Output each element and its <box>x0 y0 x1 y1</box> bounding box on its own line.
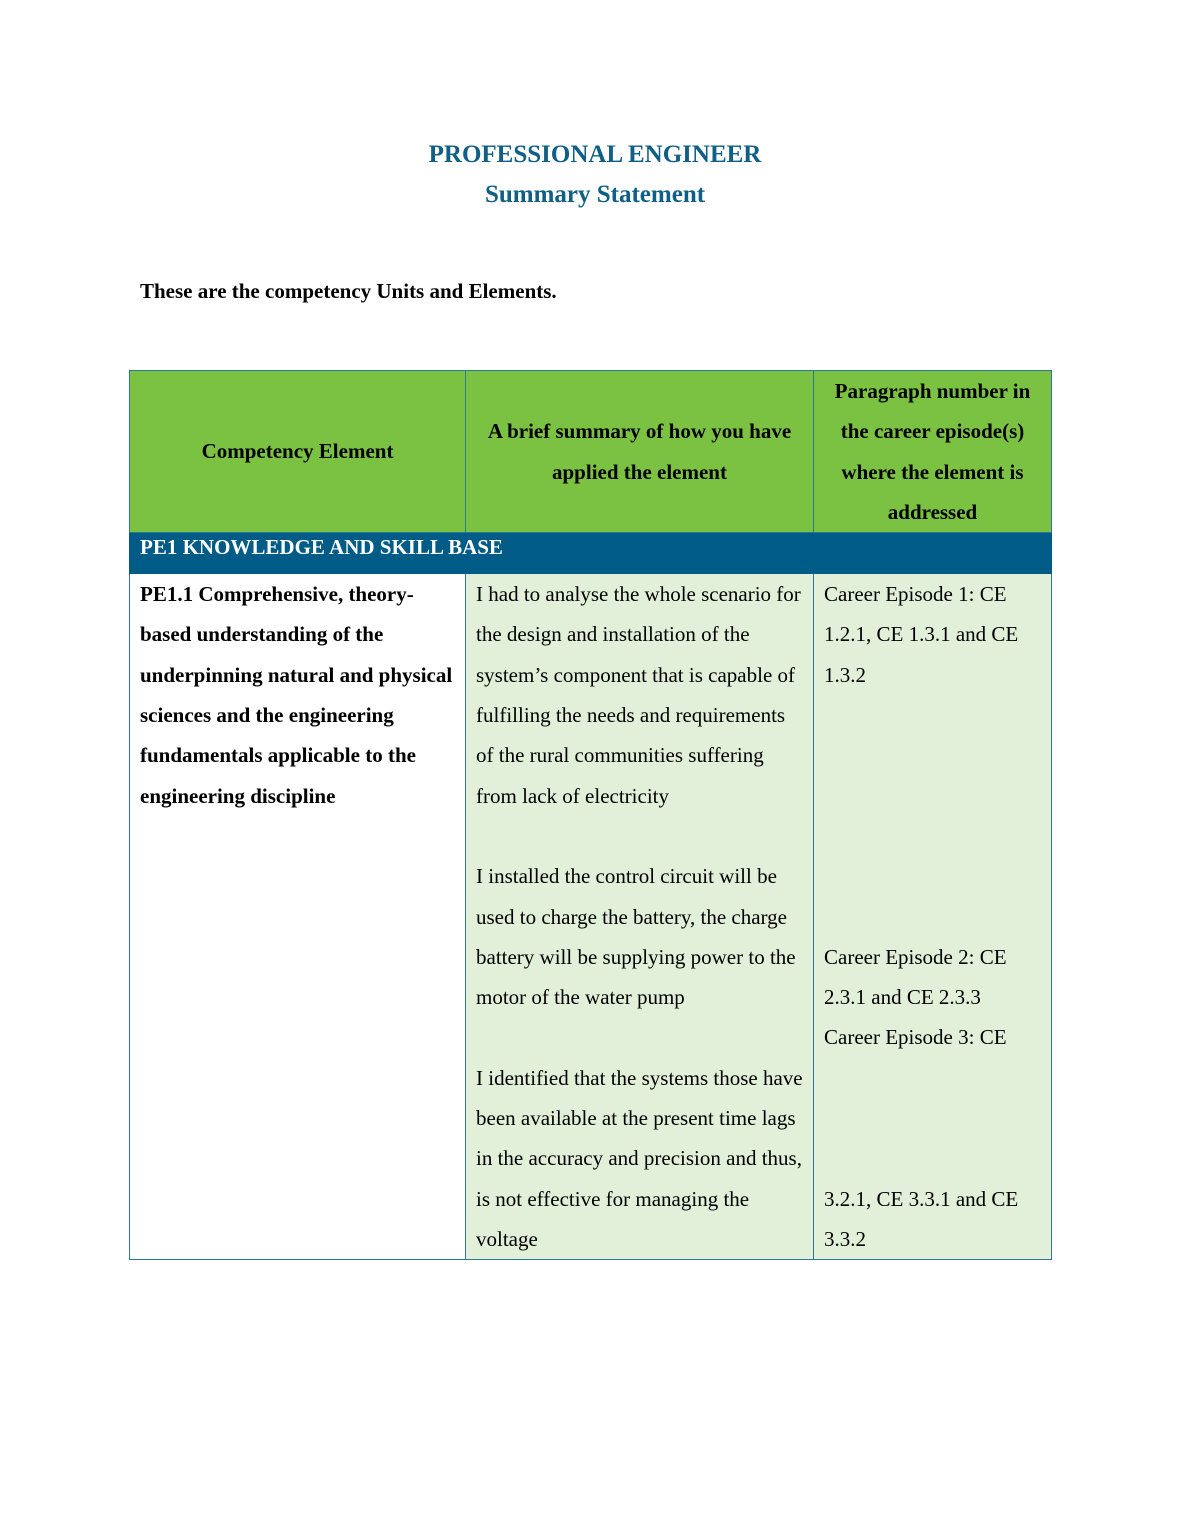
header-competency-element: Competency Element <box>130 371 466 533</box>
section-row <box>130 533 1052 574</box>
paragraph-spacer <box>476 816 803 856</box>
table-row <box>130 574 1052 1260</box>
competency-table <box>129 370 1052 1260</box>
summary-cell <box>466 574 814 1260</box>
document-title: PROFESSIONAL ENGINEER <box>428 141 762 168</box>
summary-paragraph-1: I had to analyse the whole scenario for the design and installation of the system’s component that is capable of fulfilling the needs and requirements of the rural communities suffering from lack of electricity <box>476 582 801 808</box>
summary-paragraph-3: I identified that the systems those have been available at the present time lags in the accuracy and precision and thus, is not effective for managing the voltage <box>476 1065 803 1251</box>
paragraph-spacer <box>476 1017 803 1057</box>
reference-episode-1: Career Episode 1: CE 1.2.1, CE 1.3.1 and CE 1.3.2 <box>824 582 1019 687</box>
header-summary: A brief summary of how you have applied the element <box>466 371 814 533</box>
reference-episode-3-end: 3.2.1, CE 3.3.1 and CE 3.3.2 <box>824 1186 1019 1251</box>
paragraph-spacer <box>824 1058 1041 1179</box>
section-title: PE1 KNOWLEDGE AND SKILL BASE <box>130 533 1052 574</box>
intro-text: These are the competency Units and Elements. <box>140 279 557 303</box>
header-paragraph-number: Paragraph number in the career episode(s) where the element is addressed <box>814 371 1052 533</box>
reference-episode-2: Career Episode 2: CE 2.3.1 and CE 2.3.3 <box>824 944 1007 1010</box>
paragraph-spacer <box>824 695 1041 937</box>
element-cell: PE1.1 Comprehensive, theory-based understanding of the underpinning natural and physical sciences and the engineering fundamentals applicable to the engineering discipline <box>130 574 466 1260</box>
document-subtitle: Summary Statement <box>484 181 706 208</box>
summary-paragraph-2: I installed the control circuit will be used to charge the battery, the charge battery will be supplying power to the motor of the water pump <box>476 864 796 1010</box>
reference-cell <box>814 574 1052 1260</box>
table-header-row <box>130 371 1052 533</box>
reference-episode-3-start: Career Episode 3: CE <box>824 1025 1007 1050</box>
